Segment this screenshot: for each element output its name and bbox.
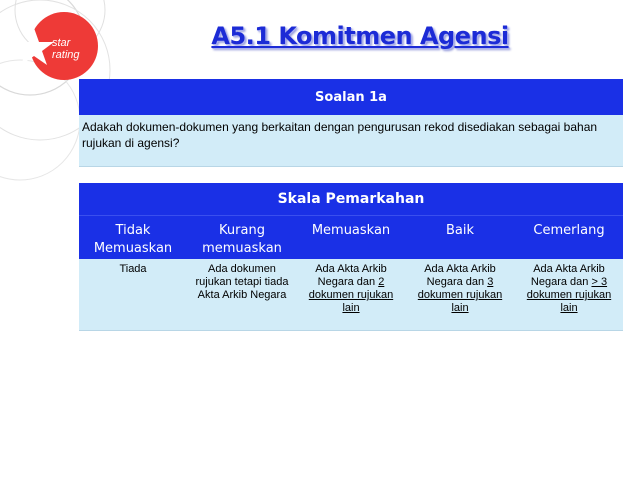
description-cemerlang [515,259,623,330]
description-count: 3 [487,276,494,288]
level-cemerlang [515,215,623,259]
description-line: dokumen rujukan [526,289,612,301]
slide-title: A5.1 Komitmen Agensi [211,22,509,50]
description-line: rujukan tetapi tiada [195,276,289,288]
description-memuaskan [297,259,405,330]
description-line: Akta Arkib Negara [197,289,287,301]
level-label: memuaskan [202,241,282,256]
scale-level-row [79,215,623,259]
description-baik [405,259,515,330]
star-rating-logo [12,10,100,90]
description-line: lain [451,302,469,314]
level-kurang-memuaskan [187,215,297,259]
description-count: > 3 [591,276,608,288]
description-line: Tiada [119,263,147,275]
level-memuaskan [297,215,405,259]
level-baik [405,215,515,259]
level-label: Memuaskan [311,223,391,238]
description-text: Negara dan [426,276,488,288]
description-count: 2 [378,276,385,288]
question-header: Soalan 1a [79,79,623,115]
description-line: Ada Akta Arkib [424,263,496,275]
question-text: Adakah dokumen-dokumen yang berkaitan dengan pengurusan rekod disediakan sebagai bahan rujukan di agensi? [79,115,623,167]
description-tidak-memuaskan [79,259,187,330]
description-line: lain [342,302,360,314]
description-line: Ada dokumen [208,263,276,275]
description-line: Ada Akta Arkib [315,263,387,275]
description-line: dokumen rujukan [417,289,503,301]
logo-text-rating: rating [52,49,80,61]
description-line: lain [560,302,578,314]
description-line [407,276,513,289]
level-tidak-memuaskan [79,215,187,259]
description-line: Ada Akta Arkib [533,263,605,275]
description-line: dokumen rujukan [308,289,394,301]
level-label: Cemerlang [533,223,605,238]
description-line [299,276,403,289]
scoring-scale-table [79,183,623,331]
level-label: Tidak [115,223,151,238]
level-label: Baik [445,223,475,238]
description-line [517,276,621,289]
description-kurang-memuaskan [187,259,297,330]
description-text: Negara dan [317,276,379,288]
description-text: Negara dan [530,276,592,288]
scale-description-row [79,259,623,331]
logo-text-star: star [52,37,71,49]
level-label: Kurang [219,223,265,238]
scoring-scale-header: Skala Pemarkahan [79,183,623,215]
level-label: Memuaskan [93,241,173,256]
